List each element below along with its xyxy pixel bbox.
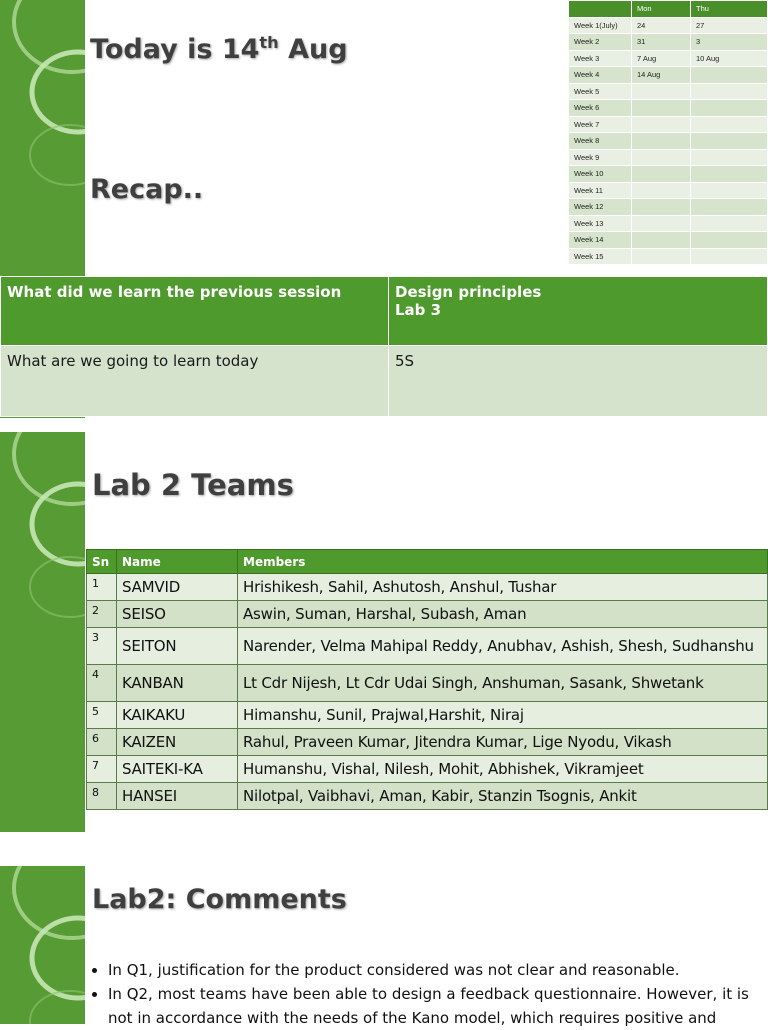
green-sidebar bbox=[0, 432, 85, 832]
recap-answer-today bbox=[389, 346, 768, 417]
schedule-row bbox=[569, 17, 768, 34]
schedule-thu-cell bbox=[691, 100, 768, 117]
slide-recap bbox=[0, 0, 768, 418]
schedule-week-cell: Week 11 bbox=[569, 182, 632, 199]
schedule-thu-cell bbox=[691, 149, 768, 166]
comments-list bbox=[88, 958, 768, 1030]
team-members-cell: Aswin, Suman, Harshal, Subash, Aman bbox=[238, 601, 768, 628]
recap-a1-line2: Lab 3 bbox=[395, 301, 442, 319]
team-sn-cell: 2 bbox=[87, 601, 117, 628]
slide1-title bbox=[90, 34, 348, 65]
team-members-cell: Humanshu, Vishal, Nilesh, Mohit, Abhishek, Vikramjeet bbox=[238, 756, 768, 783]
team-name-cell: HANSEI bbox=[117, 783, 238, 810]
schedule-header-blank bbox=[569, 1, 632, 18]
title-superscript: th bbox=[259, 33, 279, 52]
recap-table bbox=[0, 276, 768, 417]
schedule-thu-cell bbox=[691, 182, 768, 199]
schedule-week-cell: Week 7 bbox=[569, 116, 632, 133]
swirl-decoration-icon bbox=[0, 866, 85, 1024]
team-members-cell: Hrishikesh, Sahil, Ashutosh, Anshul, Tushar bbox=[238, 574, 768, 601]
page-number: 2 bbox=[0, 835, 38, 863]
comment-item: • In Q2, most teams have been able to design a feedback questionnaire. However, it is bbox=[108, 982, 768, 1006]
schedule-week-cell: Week 3 bbox=[569, 50, 632, 67]
schedule-mon-cell: 24 bbox=[632, 17, 691, 34]
recap-row-previous bbox=[1, 277, 768, 346]
team-row bbox=[87, 729, 768, 756]
team-name-cell: KAIZEN bbox=[117, 729, 238, 756]
team-sn-cell: 1 bbox=[87, 574, 117, 601]
schedule-mon-cell bbox=[632, 248, 691, 265]
team-sn-cell: 8 bbox=[87, 783, 117, 810]
schedule-week-cell: Week 15 bbox=[569, 248, 632, 265]
comment-item-continued: not in accordance with the needs of the Kano model, which requires positive and bbox=[108, 1009, 717, 1027]
schedule-row bbox=[569, 133, 768, 150]
recap-q1-text: What did we learn the previous session bbox=[7, 283, 342, 301]
schedule-thu-cell bbox=[691, 67, 768, 84]
schedule-thu-cell: 3 bbox=[691, 34, 768, 51]
team-name-cell: SAMVID bbox=[117, 574, 238, 601]
schedule-mon-cell bbox=[632, 100, 691, 117]
schedule-mon-cell: 14 Aug bbox=[632, 67, 691, 84]
schedule-thu-cell bbox=[691, 116, 768, 133]
schedule-row bbox=[569, 182, 768, 199]
team-name-cell: KANBAN bbox=[117, 665, 238, 702]
schedule-row bbox=[569, 50, 768, 67]
schedule-week-cell: Week 2 bbox=[569, 34, 632, 51]
recap-a2-text: 5S bbox=[395, 352, 415, 370]
schedule-row bbox=[569, 199, 768, 216]
team-name-cell: SEISO bbox=[117, 601, 238, 628]
schedule-row bbox=[569, 100, 768, 117]
schedule-row bbox=[569, 83, 768, 100]
schedule-row bbox=[569, 248, 768, 265]
schedule-week-cell: Week 8 bbox=[569, 133, 632, 150]
schedule-mon-cell: 7 Aug bbox=[632, 50, 691, 67]
schedule-row bbox=[569, 232, 768, 249]
schedule-header-row bbox=[569, 1, 768, 18]
schedule-row bbox=[569, 166, 768, 183]
team-row bbox=[87, 628, 768, 665]
schedule-row bbox=[569, 116, 768, 133]
schedule-thu-cell bbox=[691, 166, 768, 183]
schedule-mon-cell bbox=[632, 166, 691, 183]
schedule-row bbox=[569, 67, 768, 84]
teams-header-name: Name bbox=[117, 550, 238, 574]
team-sn-cell: 5 bbox=[87, 702, 117, 729]
schedule-week-cell: Week 12 bbox=[569, 199, 632, 216]
team-name-cell: SEITON bbox=[117, 628, 238, 665]
team-members-cell: Narender, Velma Mahipal Reddy, Anubhav, Ashish, Shesh, Sudhanshu bbox=[238, 628, 768, 665]
title-text: Today is 14 bbox=[90, 34, 260, 65]
title-text-end: Aug bbox=[278, 34, 348, 65]
schedule-thu-cell bbox=[691, 199, 768, 216]
schedule-week-cell: Week 1(July) bbox=[569, 17, 632, 34]
team-row bbox=[87, 783, 768, 810]
schedule-mon-cell bbox=[632, 232, 691, 249]
schedule-week-cell: Week 10 bbox=[569, 166, 632, 183]
schedule-week-cell: Week 13 bbox=[569, 215, 632, 232]
recap-heading: Recap.. bbox=[90, 174, 204, 205]
schedule-week-cell: Week 4 bbox=[569, 67, 632, 84]
recap-a1-line1: Design principles bbox=[395, 283, 542, 301]
schedule-row bbox=[569, 215, 768, 232]
slide-lab2-teams bbox=[0, 432, 768, 860]
team-row bbox=[87, 756, 768, 783]
schedule-week-cell: Week 14 bbox=[569, 232, 632, 249]
team-row bbox=[87, 702, 768, 729]
schedule-thu-cell bbox=[691, 248, 768, 265]
team-name-cell: SAITEKI-KA bbox=[117, 756, 238, 783]
team-sn-cell: 4 bbox=[87, 665, 117, 702]
recap-q2-text: What are we going to learn today bbox=[7, 352, 259, 370]
team-row bbox=[87, 665, 768, 702]
team-name-cell: KAIKAKU bbox=[117, 702, 238, 729]
schedule-week-cell: Week 5 bbox=[569, 83, 632, 100]
schedule-mon-cell bbox=[632, 116, 691, 133]
team-members-cell: Rahul, Praveen Kumar, Jitendra Kumar, Lige Nyodu, Vikash bbox=[238, 729, 768, 756]
team-members-cell: Himanshu, Sunil, Prajwal,Harshit, Niraj bbox=[238, 702, 768, 729]
team-row bbox=[87, 574, 768, 601]
comment-item: • In Q1, justification for the product considered was not clear and reasonable. bbox=[108, 958, 768, 982]
team-sn-cell: 3 bbox=[87, 628, 117, 665]
schedule-thu-cell bbox=[691, 133, 768, 150]
schedule-mon-cell bbox=[632, 182, 691, 199]
swirl-decoration-icon bbox=[0, 432, 85, 832]
schedule-header-mon: Mon bbox=[632, 1, 691, 18]
schedule-thu-cell bbox=[691, 232, 768, 249]
schedule-table bbox=[568, 0, 768, 265]
schedule-header-thu: Thu bbox=[691, 1, 768, 18]
teams-header-row bbox=[87, 550, 768, 574]
schedule-row bbox=[569, 34, 768, 51]
team-members-cell: Lt Cdr Nijesh, Lt Cdr Udai Singh, Anshuman, Sasank, Shwetank bbox=[238, 665, 768, 702]
recap-question-previous bbox=[1, 277, 389, 346]
schedule-mon-cell bbox=[632, 199, 691, 216]
schedule-thu-cell bbox=[691, 215, 768, 232]
schedule-week-cell: Week 9 bbox=[569, 149, 632, 166]
recap-row-today bbox=[1, 346, 768, 417]
schedule-mon-cell bbox=[632, 133, 691, 150]
schedule-thu-cell bbox=[691, 83, 768, 100]
teams-header-sn: Sn bbox=[87, 550, 117, 574]
schedule-mon-cell bbox=[632, 83, 691, 100]
teams-header-members: Members bbox=[238, 550, 768, 574]
schedule-mon-cell: 31 bbox=[632, 34, 691, 51]
schedule-thu-cell: 10 Aug bbox=[691, 50, 768, 67]
green-sidebar bbox=[0, 866, 85, 1024]
team-sn-cell: 6 bbox=[87, 729, 117, 756]
recap-question-today bbox=[1, 346, 389, 417]
schedule-thu-cell: 27 bbox=[691, 17, 768, 34]
team-sn-cell: 7 bbox=[87, 756, 117, 783]
team-row bbox=[87, 601, 768, 628]
schedule-week-cell: Week 6 bbox=[569, 100, 632, 117]
schedule-mon-cell bbox=[632, 149, 691, 166]
schedule-row bbox=[569, 149, 768, 166]
recap-answer-previous bbox=[389, 277, 768, 346]
schedule-mon-cell bbox=[632, 215, 691, 232]
teams-table bbox=[86, 549, 768, 810]
slide2-title: Lab 2 Teams bbox=[92, 468, 294, 502]
slide3-title: Lab2: Comments bbox=[92, 884, 347, 915]
team-members-cell: Nilotpal, Vaibhavi, Aman, Kabir, Stanzin Tsognis, Ankit bbox=[238, 783, 768, 810]
